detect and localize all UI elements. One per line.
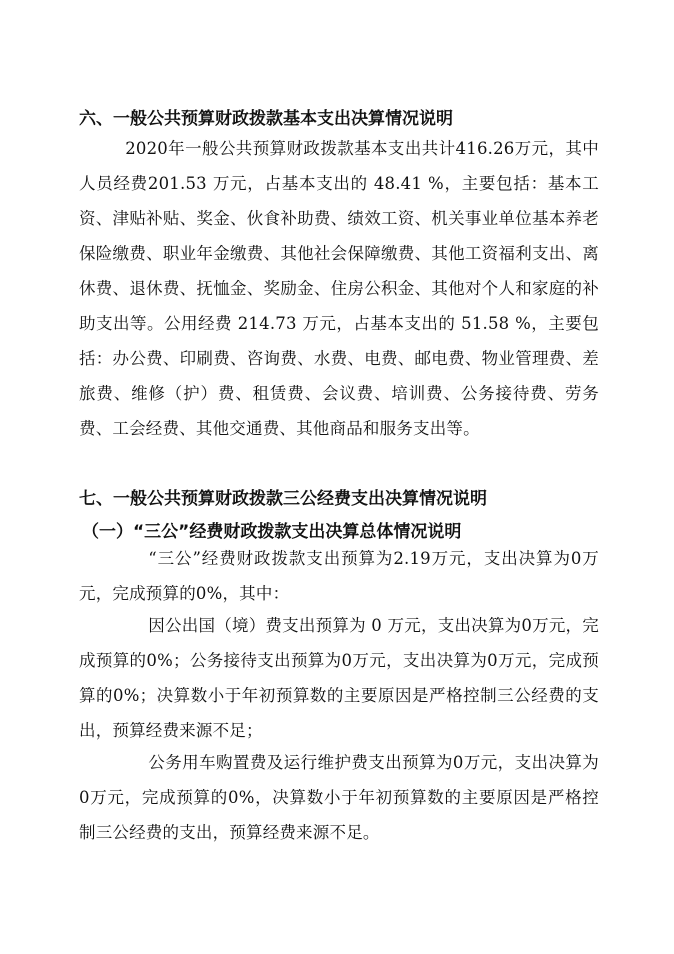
section-7-heading: 七、一般公共预算财政拨款三公经费支出决算情况说明 bbox=[79, 489, 487, 509]
section-7-paragraph-2: 因公出国（境）费支出预算为 0 万元，支出决算为0万元，完成预算的0%；公务接待支出预算为0万元，支出决算为0万元，完成预算的0%；决算数小于年初预算数的主要原因是严格控制三公经费的支出，预算经费来源不足； bbox=[79, 616, 599, 740]
section-7-subheading-1: （一）“三公”经费财政拨款支出决算总体情况说明 bbox=[82, 522, 462, 542]
section-6-paragraph: 2020年一般公共预算财政拨款基本支出共计416.26万元，其中人员经费201.53 万元，占基本支出的 48.41 %，主要包括：基本工资、津贴补贴、奖金、伙食补助费、绩效工资、机关事业单位基本养老保险缴费、职业年金缴费、其他社会保障缴费、其他工资福利支出、离休费、退休费、抚恤金、奖励金、住房公积金、其他对个人和家庭的补助支出等。公用经费 214.73 万元，占基本支出的 51.58 %，主要包括：办公费、印刷费、咨询费、水费、电费、邮电费、物业管理费、差旅费、维修（护）费、租赁费、会议费、培训费、公务接待费、劳务费、工会经费、其他交通费、其他商品和服务支出等。 bbox=[79, 139, 599, 438]
section-6-heading: 六、一般公共预算财政拨款基本支出决算情况说明 bbox=[79, 109, 453, 129]
section-7-paragraph-1: “三公”经费财政拨款支出预算为2.19万元，支出决算为0万元，完成预算的0%，其中： bbox=[79, 549, 599, 603]
section-7-paragraph-3: 公务用车购置费及运行维护费支出预算为0万元，支出决算为0万元，完成预算的0%，决算数小于年初预算数的主要原因是严格控制三公经费的支出，预算经费来源不足。 bbox=[79, 753, 599, 842]
